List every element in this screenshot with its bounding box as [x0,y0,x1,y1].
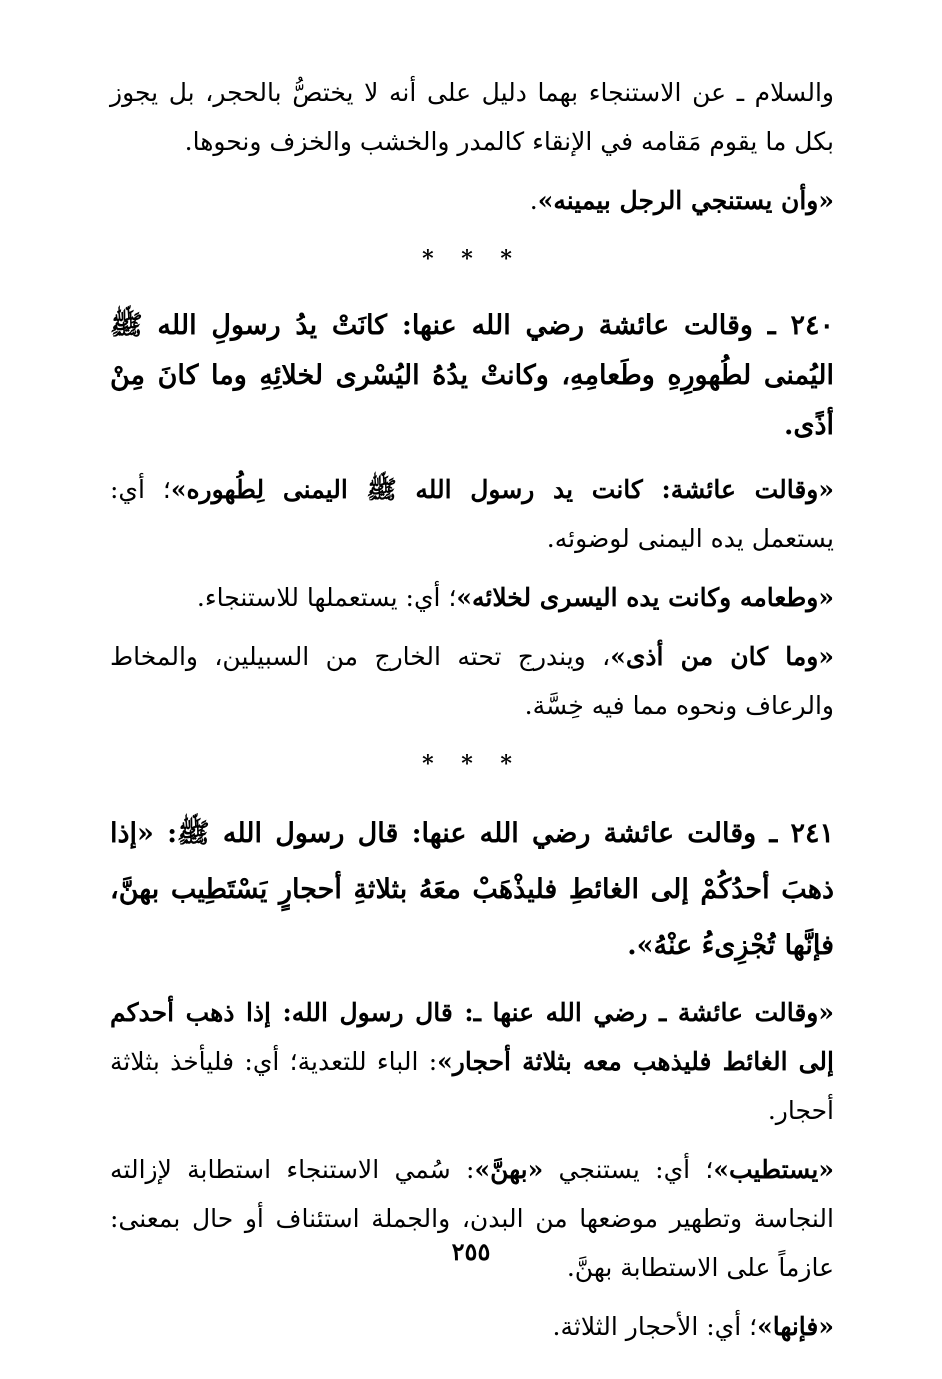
paragraph [110,465,834,563]
paragraph [110,573,834,622]
paragraph-text: ؛ أي: يستنجي [543,1155,714,1184]
paragraph [110,176,834,225]
section-separator: * * * [422,751,522,777]
hadith-241: ٢٤١ ـ وقالت عائشة رضي الله عنها: قال رسول الله ﷺ: «إذا ذهبَ أحدُكُمْ إلى الغائطِ فليذْهَبْ معَهُ بثلاثةِ أحجارٍ يَسْتَطِيب بهنَّ، فإنَّها تُجْزِىءُ عنْهُ». [110,818,834,961]
quoted-text: «يستطيب» [713,1155,835,1184]
paragraph-text: . [529,186,538,215]
quoted-text: «وقالت عائشة ـ رضي الله عنها ـ: قال رسول الله: إذا ذهب أحدكم إلى الغائط فليذهب معه بثلاثة أحجار» [110,998,834,1076]
paragraph-text: ؛ أي: يستعمل يده اليمنى لوضوئه. [110,475,834,553]
paragraph [110,632,834,730]
quoted-text: «وقالت عائشة: كانت يد رسول الله ﷺ اليمنى لِطُهوره» [170,475,834,504]
quoted-text: «وما كان من أذى» [610,642,834,671]
paragraph-text: والسلام ـ عن الاستنجاء بهما دليل على أنه لا يختصُّ بالحجر، بل يجوز بكل ما يقوم مَقامه في الإنقاء كالمدر والخشب والخزف ونحوها. [110,78,834,156]
paragraph-text: : الباء للتعدية؛ أي: فليأخذ بثلاثة أحجار. [110,1047,834,1125]
paragraph [110,988,834,1135]
quoted-text: «وطعامه وكانت يده اليسرى لخلائه» [456,583,834,612]
hadith-text [110,806,834,974]
paragraph-text: ؛ أي: الأحجار الثلاثة. [552,1312,758,1341]
paragraph [110,1145,834,1292]
quoted-text: «فإنها» [757,1312,834,1341]
paragraph [110,1302,834,1351]
paragraph [110,68,834,166]
page-number: ٢٥٥ [451,1237,491,1266]
hadith-240: ٢٤٠ ـ وقالت عائشة رضي الله عنها: كانَتْ يدُ رسولِ الله ﷺ اليُمنى لطُهورِهِ وطَعامِهِ، وكانتْ يدُهُ اليُسْرى لخلائِهِ وما كانَ مِنْ أذًى. [110,310,834,441]
section-separator: * * * [422,246,522,272]
paragraph-text: ، ويندرج تحته الخارج من السبيلين، والمخاط والرعاف ونحوه مما فيه خِسَّة. [110,642,834,720]
hadith-text [110,301,834,451]
paragraph-text: : سُمي الاستنجاء استطابة لإزالته النجاسة وتطهير موضعها من البدن، والجملة استئناف أو حال بمعنى: عازماً على الاستطابة بهنَّ. [110,1155,834,1282]
quoted-text: «وأن يستنجي الرجل بيمينه» [537,186,834,215]
paragraph-text: ؛ أي: يستعملها للاستنجاء. [196,583,457,612]
page-body [110,68,834,1351]
quoted-text: «بهنَّ» [474,1155,544,1184]
